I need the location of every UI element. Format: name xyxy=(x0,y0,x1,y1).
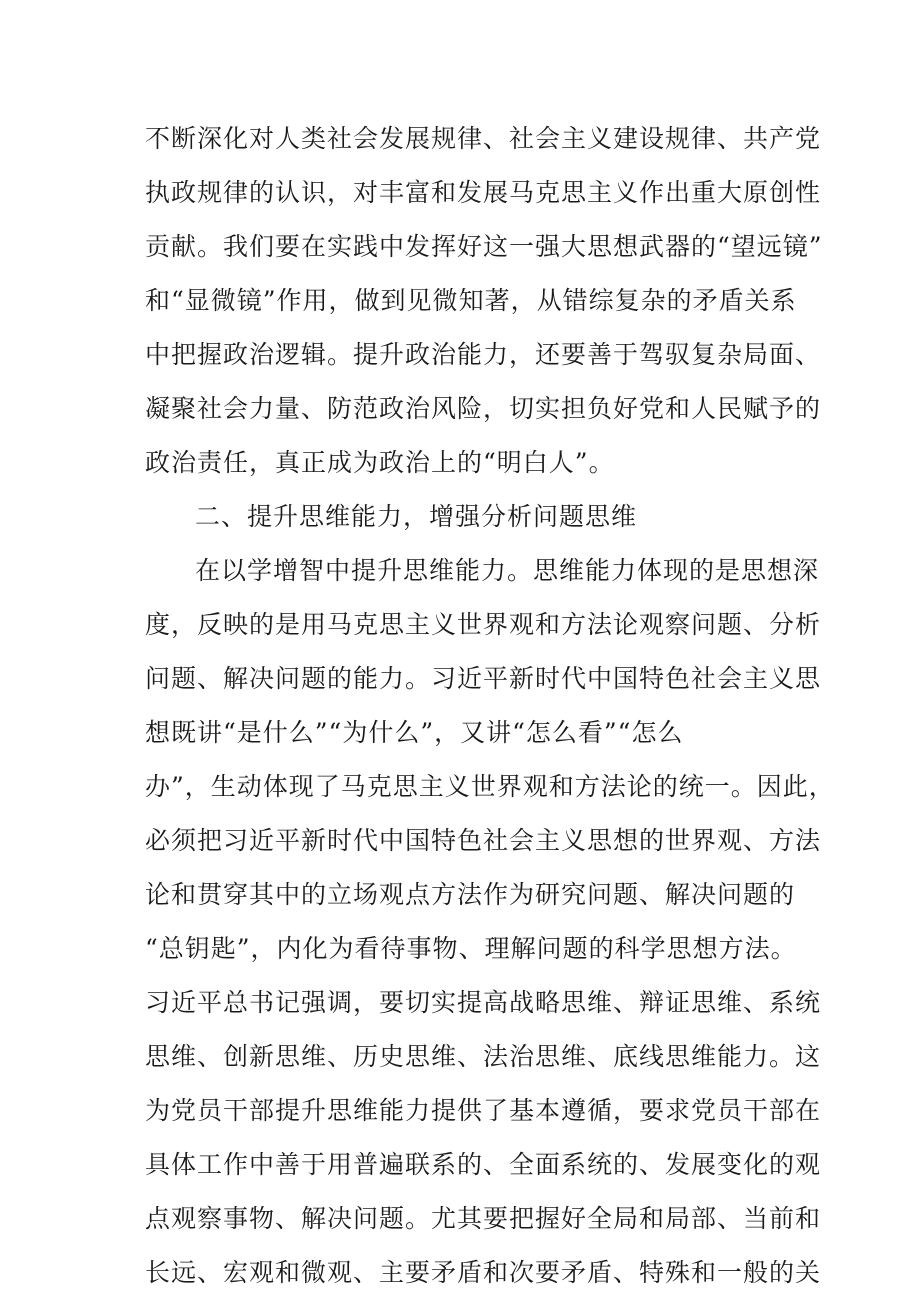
text-line: 不断深化对人类社会发展规律、社会主义建设规律、共产党 xyxy=(145,124,822,153)
text-line: 中把握政治逻辑。提升政治能力，还要善于驾驭复杂局面、 xyxy=(145,340,822,369)
text-line: 度，反映的是用马克思主义世界观和方法论观察问题、分析 xyxy=(145,610,822,639)
text-line: 想既讲“是什么”“为什么”，又讲“怎么看”“怎么 xyxy=(145,718,684,747)
text-line: 论和贯穿其中的立场观点方法作为研究问题、解决问题的 xyxy=(145,880,796,909)
text-line: 习近平总书记强调，要切实提高战略思维、辩证思维、系统 xyxy=(145,988,822,1017)
text-line: 办”，生动体现了马克思主义世界观和方法论的统一。因此， xyxy=(145,772,835,801)
text-line: 长远、宏观和微观、主要矛盾和次要矛盾、特殊和一般的关 xyxy=(145,1258,822,1287)
text-line: 为党员干部提升思维能力提供了基本遵循，要求党员干部在 xyxy=(145,1096,822,1125)
text-line: 必须把习近平新时代中国特色社会主义思想的世界观、方法 xyxy=(145,826,822,855)
text-line: 执政规律的认识，对丰富和发展马克思主义作出重大原创性 xyxy=(145,178,822,207)
text-line: 政治责任，真正成为政治上的“明白人”。 xyxy=(145,448,615,477)
text-line: 和“显微镜”作用，做到见微知著，从错综复杂的矛盾关系 xyxy=(145,286,797,315)
text-line: 贡献。我们要在实践中发挥好这一强大思想武器的“望远镜” xyxy=(145,232,823,261)
body-text xyxy=(145,112,835,1300)
text-line: 点观察事物、解决问题。尤其要把握好全局和局部、当前和 xyxy=(145,1204,822,1233)
text-line: “总钥匙”，内化为看待事物、理解问题的科学思想方法。 xyxy=(145,934,797,963)
text-line: 在以学增智中提升思维能力。思维能力体现的是思想深 xyxy=(195,556,820,585)
text-line: 问题、解决问题的能力。习近平新时代中国特色社会主义思 xyxy=(145,664,822,693)
text-line: 凝聚社会力量、防范政治风险，切实担负好党和人民赋予的 xyxy=(145,394,822,423)
text-line: 思维、创新思维、历史思维、法治思维、底线思维能力。这 xyxy=(145,1042,822,1071)
section-heading: 二、提升思维能力，增强分析问题思维 xyxy=(195,502,638,531)
text-line: 具体工作中善于用普遍联系的、全面系统的、发展变化的观 xyxy=(145,1150,822,1179)
